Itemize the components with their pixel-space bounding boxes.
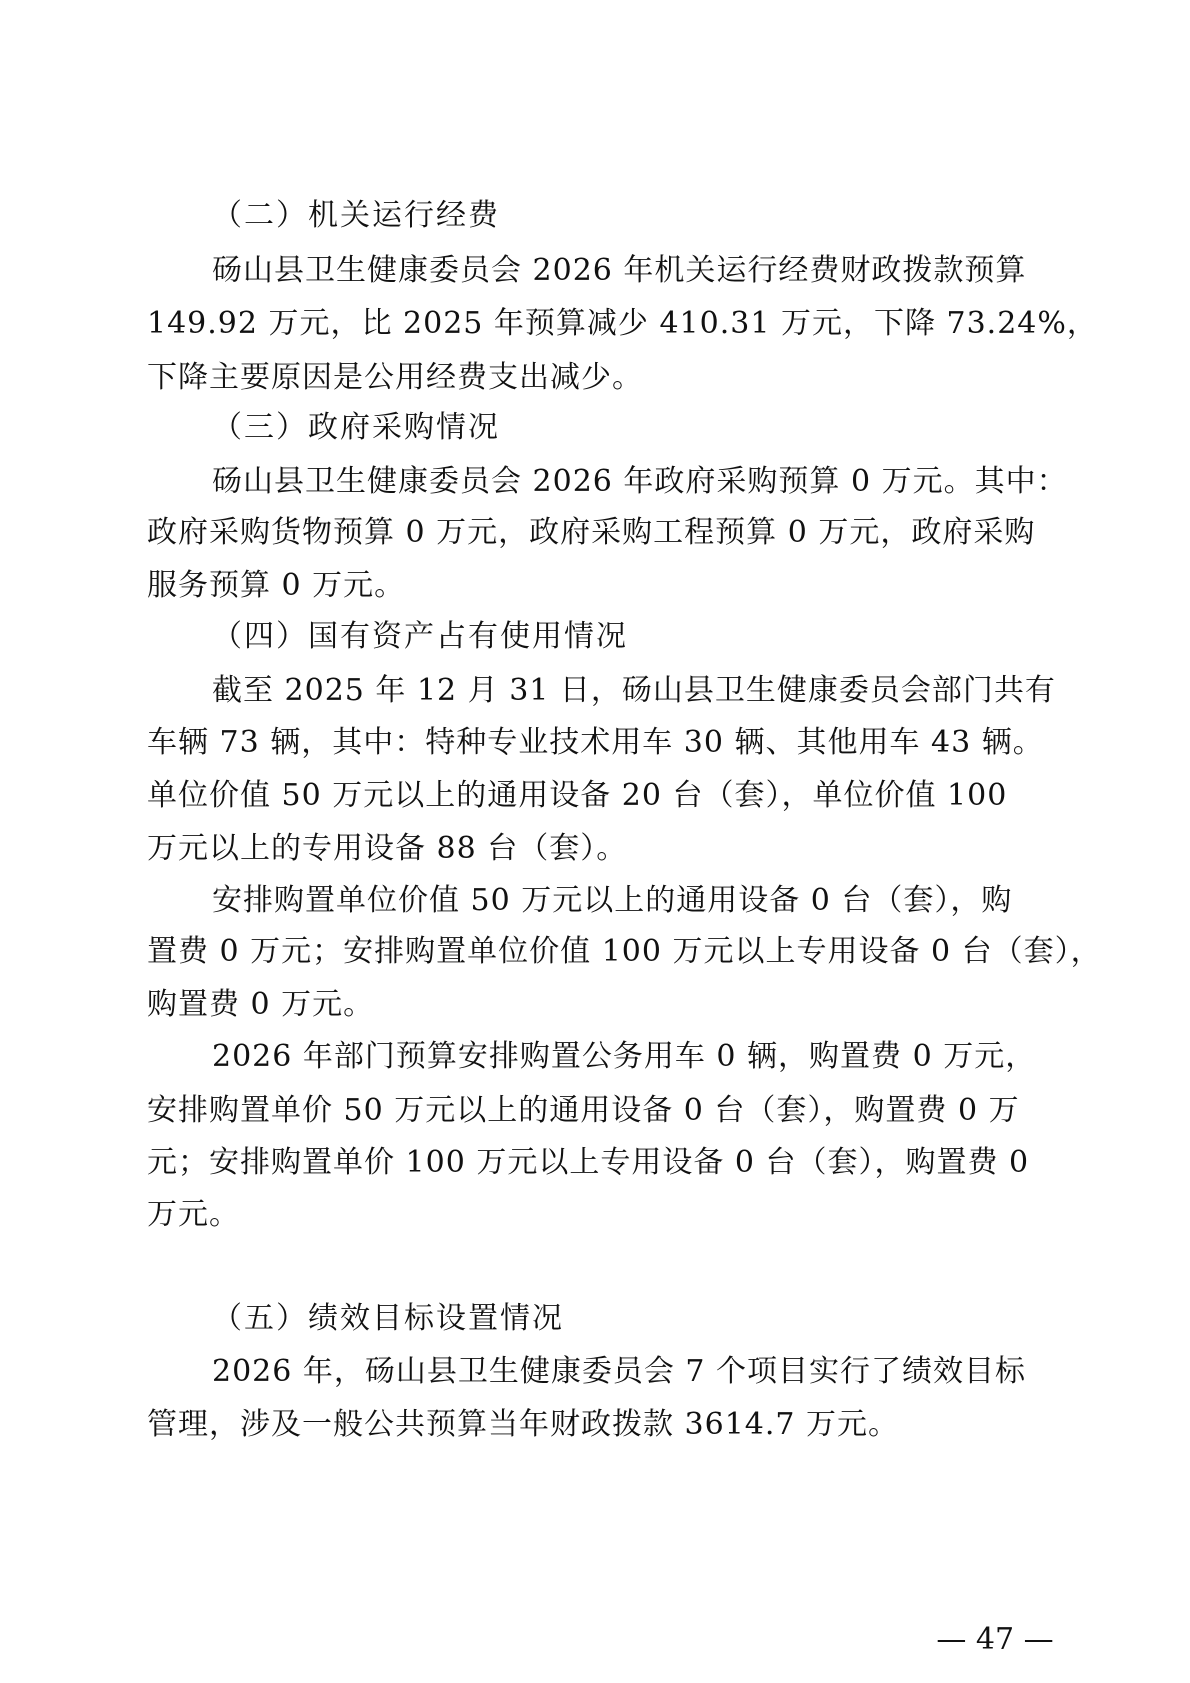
paragraph-line: 砀山县卫生健康委员会 2026 年机关运行经费财政拨款预算 <box>212 253 1027 288</box>
paragraph-line: 置费 0 万元；安排购置单位价值 100 万元以上专用设备 0 台（套）， <box>147 934 1102 969</box>
paragraph-line: 安排购置单价 50 万元以上的通用设备 0 台（套），购置费 0 万 <box>147 1093 1020 1128</box>
paragraph-line: 万元以上的专用设备 88 台（套）。 <box>147 831 628 866</box>
paragraph-line: 购置费 0 万元。 <box>147 987 375 1022</box>
section-heading-performance-goals: （五）绩效目标设置情况 <box>212 1301 564 1336</box>
paragraph-line: 截至 2025 年 12 月 31 日，砀山县卫生健康委员会部门共有 <box>212 673 1056 708</box>
paragraph-line: 政府采购货物预算 0 万元，政府采购工程预算 0 万元，政府采购 <box>147 515 1036 550</box>
section-heading-assets: （四）国有资产占有使用情况 <box>212 619 628 654</box>
paragraph-line: 安排购置单位价值 50 万元以上的通用设备 0 台（套），购 <box>212 883 1013 918</box>
section-heading-operating-costs: （二）机关运行经费 <box>212 198 500 233</box>
paragraph-line: 砀山县卫生健康委员会 2026 年政府采购预算 0 万元。其中： <box>212 464 1068 499</box>
paragraph-line: 下降主要原因是公用经费支出减少。 <box>147 360 643 395</box>
section-heading-procurement: （三）政府采购情况 <box>212 410 500 445</box>
paragraph-line: 管理，涉及一般公共预算当年财政拨款 3614.7 万元。 <box>147 1407 900 1442</box>
paragraph-line: 149.92 万元，比 2025 年预算减少 410.31 万元，下降 73.24%， <box>147 306 1098 341</box>
paragraph-line: 单位价值 50 万元以上的通用设备 20 台（套），单位价值 100 <box>147 778 1008 813</box>
paragraph-line: 车辆 73 辆，其中：特种专业技术用车 30 辆、其他用车 43 辆。 <box>147 725 1044 760</box>
page-number: — 47 — <box>936 1622 1054 1657</box>
paragraph-line: 2026 年，砀山县卫生健康委员会 7 个项目实行了绩效目标 <box>212 1354 1027 1389</box>
paragraph-line: 2026 年部门预算安排购置公务用车 0 辆，购置费 0 万元， <box>212 1039 1037 1074</box>
paragraph-line: 服务预算 0 万元。 <box>147 568 406 603</box>
paragraph-line: 元；安排购置单价 100 万元以上专用设备 0 台（套），购置费 0 <box>147 1145 1030 1180</box>
paragraph-line: 万元。 <box>147 1197 240 1232</box>
